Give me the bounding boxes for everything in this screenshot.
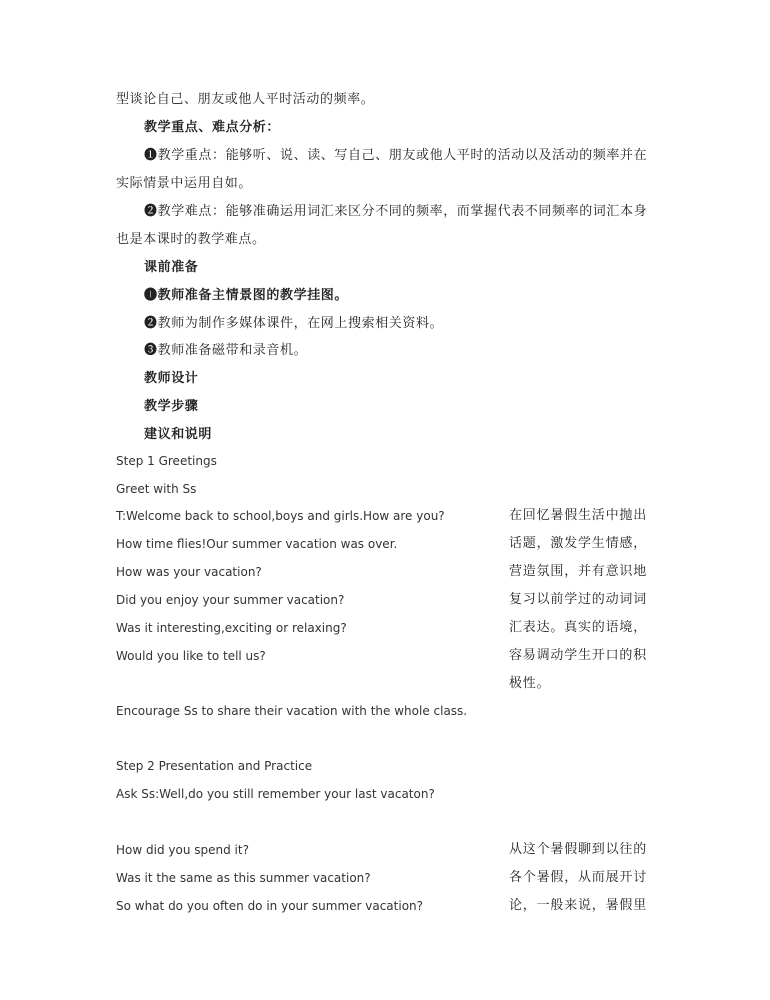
step1-note-line: 复习以前学过的动词词 [509,592,648,607]
step1-title: Step 1 Greetings [116,454,217,468]
key-point-2-line-2: 也是本课时的教学难点。 [116,232,266,247]
step1-dialogue-line: Did you enjoy your summer vacation? [116,593,345,607]
step2-note-line: 各个暑假，从而展开讨 [509,870,648,885]
step1-greet: Greet with Ss [116,482,197,496]
preparation-item-1: ❶教师准备主情景图的教学挂图。 [144,288,349,303]
step1-note-line: 营造氛围，并有意识地 [509,564,648,579]
step1-dialogue-line: Would you like to tell us? [116,649,266,663]
step1-dialogue-line: How was your vacation? [116,565,262,579]
preparation-item-2: ❷教师为制作多媒体课件，在网上搜索相关资料。 [144,316,444,331]
step1-note-line: 容易调动学生开口的积 [509,648,648,663]
preparation-heading: 课前准备 [144,260,199,275]
key-point-1-line-1: ❶教学重点：能够听、说、读、写自己、朋友或他人平时的活动以及活动的频率并在 [144,148,648,163]
advice-heading: 建议和说明 [144,427,213,442]
step1-encourage: Encourage Ss to share their vacation with the whole class. [116,704,468,718]
key-point-1-line-2: 实际情景中运用自如。 [116,176,253,191]
preparation-item-3: ❸教师准备磁带和录音机。 [144,343,308,358]
step1-note-line: 话题，激发学生情感， [509,536,648,551]
step2-dialogue-line: How did you spend it? [116,843,249,857]
step2-dialogue-line: So what do you often do in your summer vacation? [116,899,424,913]
step2-dialogue-line: Was it the same as this summer vacation? [116,871,371,885]
step1-note-line: 在回忆暑假生活中抛出 [509,508,648,523]
step1-note-line: 极性。 [509,676,551,691]
key-point-2-line-1: ❷教学难点：能够准确运用词汇来区分不同的频率，而掌握代表不同频率的词汇本身 [144,204,648,219]
intro-text: 型谈论自己、朋友或他人平时活动的频率。 [116,92,375,107]
key-points-heading: 教学重点、难点分析： [144,120,281,135]
step2-note-line: 从这个暑假聊到以往的 [509,842,648,857]
step1-dialogue-line: T:Welcome back to school,boys and girls.How are you? [116,509,445,523]
step1-note-line: 汇表达。真实的语境， [509,620,648,635]
step2-note-line: 论，一般来说，暑假里 [509,898,648,913]
step1-dialogue-line: Was it interesting,exciting or relaxing? [116,621,347,635]
step1-dialogue-line: How time flies!Our summer vacation was over. [116,537,398,551]
design-heading: 教师设计 [144,371,199,386]
step2-title: Step 2 Presentation and Practice [116,759,313,773]
step2-ask: Ask Ss:Well,do you still remember your last vacaton? [116,787,435,801]
steps-heading: 教学步骤 [144,399,199,414]
